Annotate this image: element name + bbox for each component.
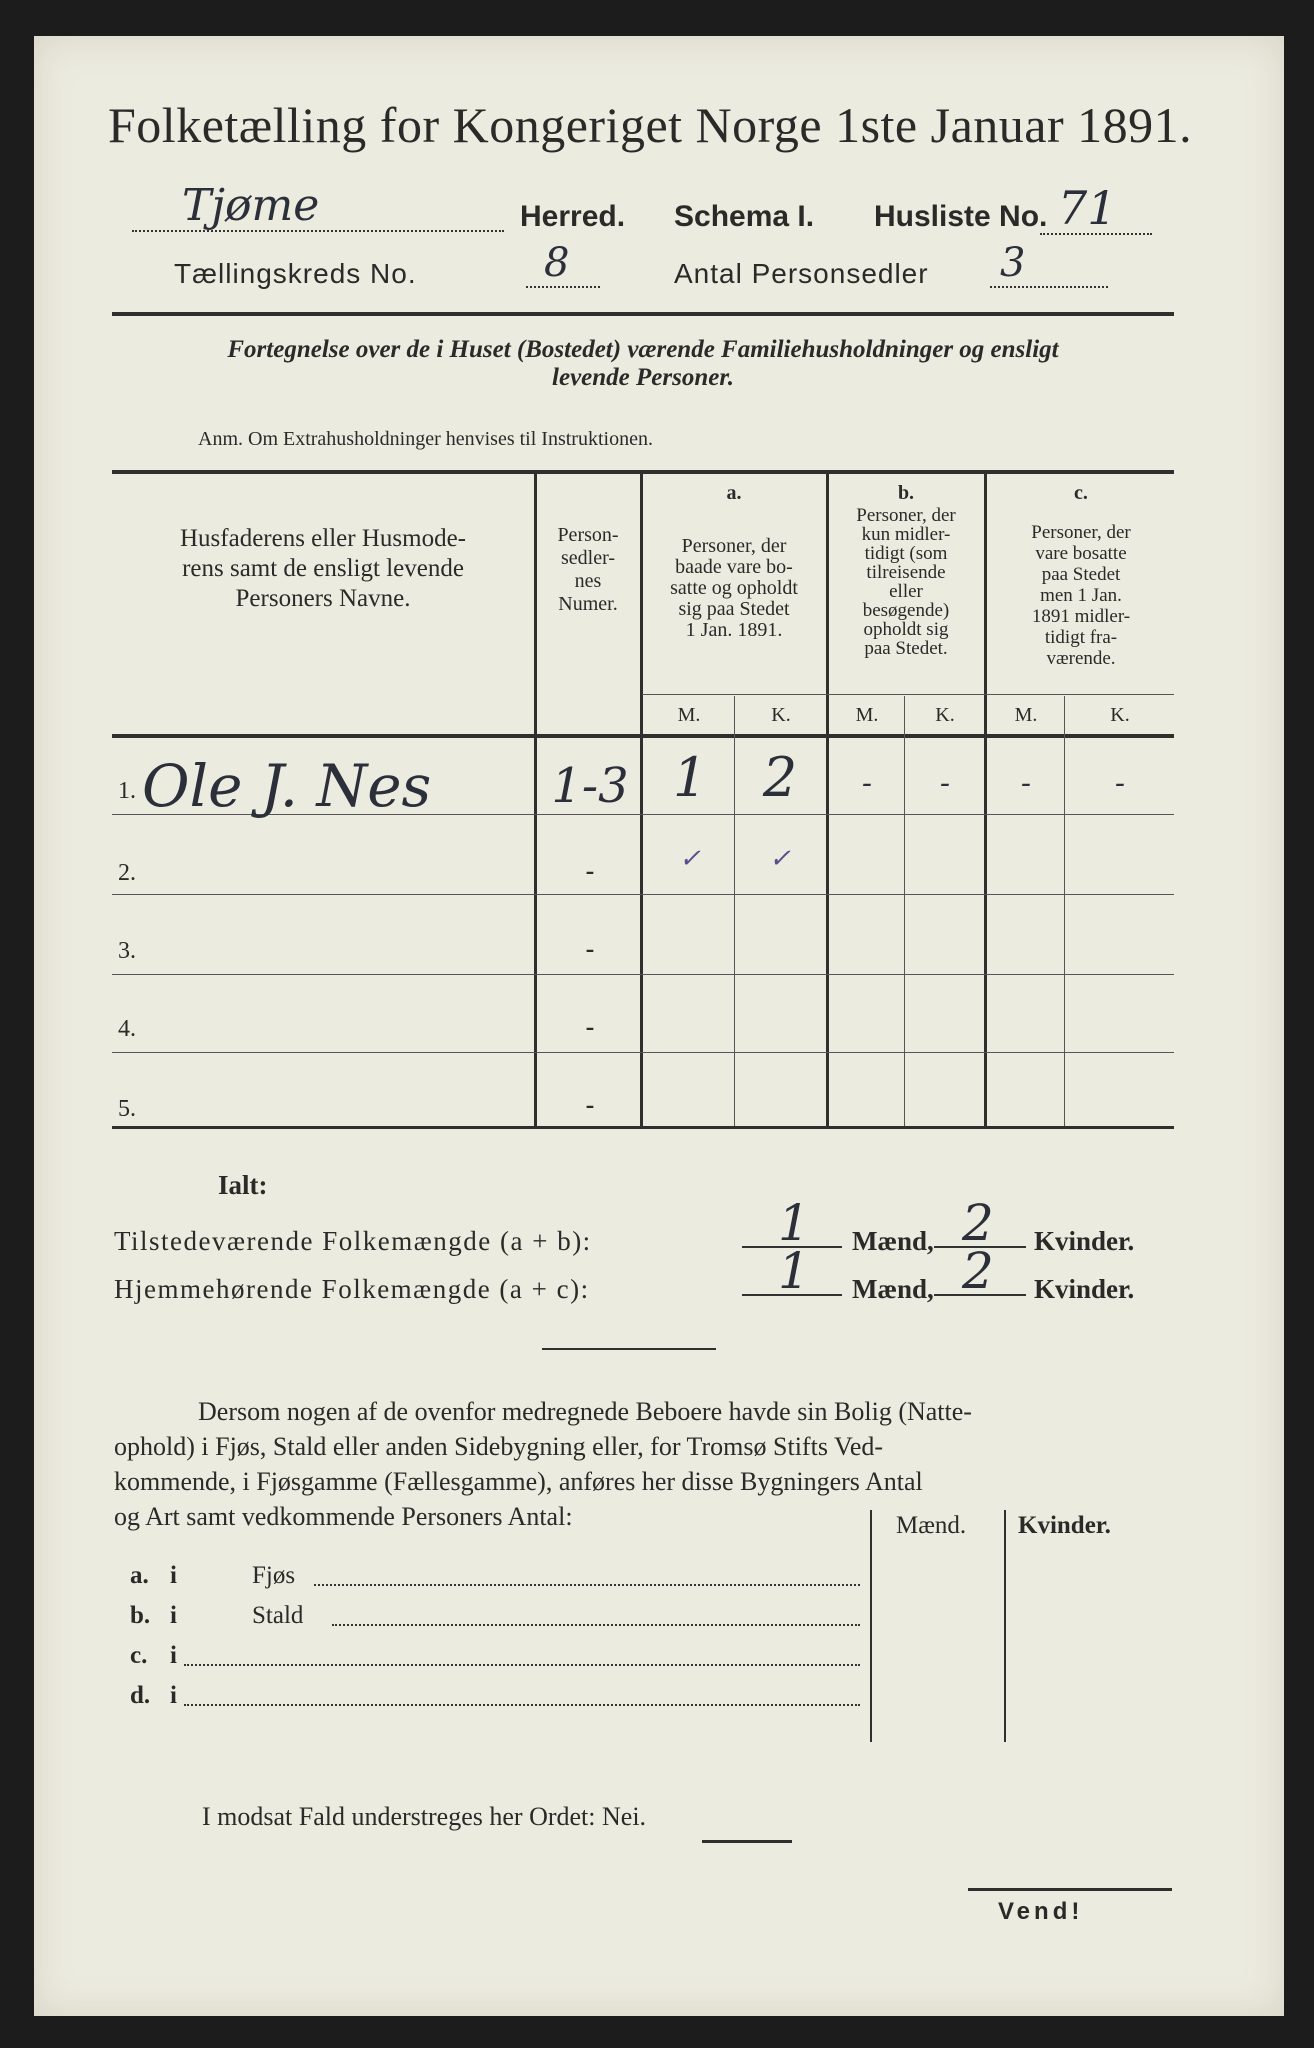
header-text: paa Stedet. — [864, 638, 948, 659]
totals-line-2-kvinder: 2 — [962, 1242, 994, 1300]
row-a-k: 2 — [762, 746, 798, 809]
table-vline — [904, 696, 905, 1126]
subheader-rule — [642, 694, 1174, 695]
table-header-rule — [112, 734, 1174, 738]
maend-word: Mænd, — [852, 1226, 934, 1256]
row-c-k: - — [1114, 766, 1126, 801]
note-line: kommende, i Fjøsgamme (Fællesgamme), anføres her disse Bygningers Antal — [114, 1467, 923, 1496]
header-text: værende. — [1046, 648, 1116, 669]
header-text: baade vare bo- — [675, 556, 793, 578]
item-dotline — [184, 1664, 860, 1666]
col-b-letter: b. — [897, 482, 915, 504]
header-text: sig paa Stedet — [678, 598, 790, 620]
header-text: tilreisende — [866, 562, 946, 583]
table-vline — [640, 472, 643, 1126]
col-c-letter: c. — [1074, 482, 1088, 504]
header-text: vare bosatte — [1035, 543, 1127, 564]
item-prep: i — [170, 1682, 177, 1709]
note-line: Dersom nogen af de ovenfor medregnede Beboere havde sin Bolig (Natte- — [198, 1397, 972, 1426]
header-text: eller — [889, 581, 923, 602]
item-letter: d. — [130, 1682, 151, 1709]
census-form-sheet — [34, 36, 1284, 2016]
col-maend-label: Mænd. — [896, 1512, 967, 1539]
kvinder-word: Kvinder. — [1034, 1274, 1135, 1304]
row-number: 2. — [118, 860, 136, 886]
totals-line-1-kvinder: 2 — [962, 1194, 994, 1252]
item-letter: a. — [130, 1562, 149, 1589]
header-text: 1 Jan. 1891. — [685, 619, 783, 641]
header-text: Personers Navne. — [235, 585, 411, 612]
mk-label: M. — [1014, 704, 1038, 726]
intro-text — [112, 336, 1174, 392]
kreds-label: Tællingskreds No. — [174, 258, 417, 289]
totals-line-2-maend: 1 — [778, 1242, 810, 1300]
schema-label: Schema I. — [674, 200, 815, 233]
husliste-field — [1040, 181, 1152, 235]
row-numer: - — [585, 856, 595, 885]
header-rule — [112, 312, 1174, 316]
row-b-m: - — [861, 766, 873, 801]
item-letter: b. — [130, 1602, 151, 1629]
col-c-header — [988, 522, 1174, 669]
header-text: kun midler- — [861, 524, 951, 545]
kreds-field — [526, 240, 600, 288]
table-vline — [734, 696, 735, 1126]
husliste-value: 71 — [1058, 181, 1117, 235]
mk-label: K. — [771, 704, 791, 726]
header-text: tidigt fra- — [1044, 627, 1118, 648]
herred-field — [132, 180, 504, 232]
col-b-header — [830, 506, 982, 658]
header-text: Personer, der — [1031, 522, 1131, 543]
header-text: tidigt (som — [864, 543, 948, 564]
nei-line: I modsat Fald understreges her Ordet: Nei. — [202, 1802, 647, 1831]
header-text: Numer. — [558, 593, 618, 615]
item-label: Fjøs — [252, 1562, 296, 1589]
personsedler-value: 3 — [1000, 240, 1026, 286]
totals-line-1-label: Tilstedeværende Folkemængde (a + b): — [114, 1226, 592, 1256]
header-text: Husfaderens eller Husmode- — [179, 525, 466, 552]
row-number: 3. — [118, 938, 136, 964]
table-vline — [1064, 696, 1065, 1126]
row-number: 1. — [118, 778, 136, 804]
row-numer: - — [585, 1090, 595, 1119]
buildings-vline — [1004, 1510, 1006, 1742]
row-number: 4. — [118, 1016, 136, 1042]
totals-line-1-maend: 1 — [778, 1194, 810, 1252]
header-text: men 1 Jan. — [1040, 585, 1122, 606]
header-text: nes — [574, 570, 602, 592]
totals-line-2-kvinder-field — [934, 1242, 1026, 1300]
header-text: Personer, der — [681, 535, 787, 557]
item-dotline — [184, 1704, 860, 1706]
vend-rule — [968, 1888, 1172, 1891]
herred-value: Tjøme — [182, 180, 320, 231]
col-names-header — [118, 524, 528, 614]
row-numer: - — [585, 1012, 595, 1041]
header-text: opholdt sig — [863, 619, 949, 640]
maend-word: Mænd, — [852, 1274, 934, 1304]
item-label: Stald — [252, 1602, 304, 1629]
table-vline — [984, 472, 987, 1126]
buildings-vline — [870, 1510, 872, 1742]
row-b-k: - — [939, 766, 951, 801]
totals-line-2-label: Hjemmehørende Folkemængde (a + c): — [114, 1274, 590, 1304]
vend-label: Vend! — [998, 1898, 1084, 1925]
mk-label: K. — [935, 704, 955, 726]
item-prep: i — [170, 1642, 177, 1669]
note-line: og Art samt vedkommende Personers Antal: — [114, 1502, 573, 1531]
header-text: satte og opholdt — [670, 577, 798, 599]
intro-line-1: Fortegnelse over de i Huset (Bostedet) værende Familiehusholdninger og ensligt — [227, 336, 1059, 363]
header-text: sedler- — [560, 547, 615, 569]
note-line: ophold) i Fjøs, Stald eller anden Sidebygning eller, for Tromsø Stifts Ved- — [114, 1432, 884, 1461]
ialt-label: Ialt: — [218, 1170, 268, 1200]
note-paragraph — [114, 1394, 1176, 1534]
row-c-m: - — [1020, 766, 1032, 801]
form-title: Folketælling for Kongeriget Norge 1ste Januar 1891. — [108, 97, 1193, 153]
col-kvinder-label: Kvinder. — [1018, 1512, 1111, 1539]
anm-note: Anm. Om Extrahusholdninger henvises til Instruktionen. — [198, 428, 653, 450]
row-numer: - — [585, 934, 595, 963]
mk-label: M. — [677, 704, 701, 726]
item-prep: i — [170, 1562, 177, 1589]
husliste-label: Husliste No. — [874, 200, 1048, 233]
col-numer-header — [538, 524, 638, 616]
item-prep: i — [170, 1602, 177, 1629]
header-text: rens samt de ensligt levende — [182, 555, 464, 582]
table-vline — [534, 472, 537, 1126]
table-top-rule — [112, 470, 1174, 474]
row-numer: 1-3 — [551, 758, 629, 814]
row-a-m: 1 — [672, 746, 708, 809]
table-vline — [826, 472, 829, 1126]
header-text: Person- — [557, 524, 619, 546]
header-text: Personer, der — [856, 505, 956, 526]
kreds-value: 8 — [544, 240, 570, 286]
table-bottom-rule — [112, 1126, 1174, 1129]
intro-line-2: levende Personer. — [552, 364, 734, 391]
row-name: Ole J. Nes — [142, 752, 432, 820]
personsedler-field — [990, 240, 1108, 288]
section-divider — [542, 1348, 716, 1350]
header-text: paa Stedet — [1041, 564, 1121, 585]
totals-line-2-maend-field — [742, 1242, 842, 1300]
item-dotline — [332, 1624, 860, 1626]
herred-label: Herred. — [520, 200, 626, 233]
row-rule — [112, 1052, 1174, 1053]
personsedler-label: Antal Personsedler — [674, 258, 929, 289]
header-text: 1891 midler- — [1031, 606, 1131, 627]
nei-underline — [702, 1840, 792, 1843]
kvinder-word: Kvinder. — [1034, 1226, 1135, 1256]
mk-label: M. — [855, 704, 879, 726]
mk-label: K. — [1110, 704, 1130, 726]
item-dotline — [314, 1584, 860, 1586]
header-text: besøgende) — [862, 600, 950, 621]
col-a-header — [644, 536, 824, 641]
row-rule — [112, 974, 1174, 975]
row-rule — [112, 894, 1174, 895]
row-a-m: ✓ — [679, 844, 701, 874]
row-a-k: ✓ — [769, 844, 791, 874]
col-a-letter: a. — [726, 482, 742, 504]
row-number: 5. — [118, 1096, 136, 1122]
item-letter: c. — [130, 1642, 148, 1669]
